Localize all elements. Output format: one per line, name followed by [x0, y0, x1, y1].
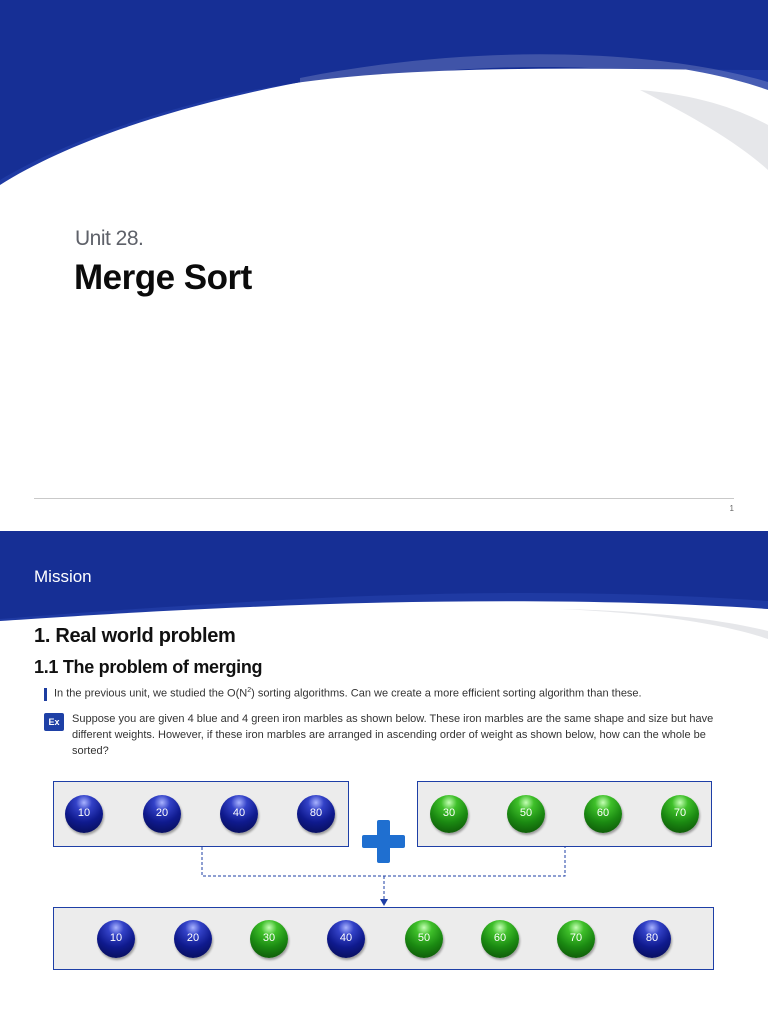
marble-weight: 40 — [232, 807, 246, 819]
marble-weight: 70 — [673, 807, 687, 819]
marble-weight: 60 — [493, 932, 507, 944]
bullet-bar-icon — [44, 688, 47, 701]
marble-weight: 60 — [596, 807, 610, 819]
marble-weight: 80 — [309, 807, 323, 819]
marble-weight: 20 — [155, 807, 169, 819]
mission-slide — [0, 531, 768, 1024]
green-marble — [250, 920, 288, 958]
marble-weight: 10 — [77, 807, 91, 819]
green-marble — [507, 795, 545, 833]
intro-superscript: 2 — [247, 687, 252, 694]
footer-divider — [34, 498, 734, 499]
intro-text-after: ) sorting algorithms. Can we create a more efficient sorting algorithm than these. — [251, 687, 642, 700]
green-marble — [557, 920, 595, 958]
marble-weight: 40 — [339, 932, 353, 944]
blue-marble — [143, 795, 181, 833]
header-title: Mission — [34, 567, 92, 586]
example-text: Suppose you are given 4 blue and 4 green iron marbles as shown below. These iron marbles are the same shape and size but have different weights. However, if these iron marbles are arranged in ascending order of weight as shown below, how can the whole be sorted? — [72, 713, 714, 757]
intro-paragraph — [54, 687, 642, 700]
merged-marbles-box — [53, 907, 714, 970]
page-number: 1 — [729, 504, 734, 513]
blue-marbles-box — [53, 781, 349, 847]
blue-marble — [297, 795, 335, 833]
marble-weight: 50 — [417, 932, 431, 944]
marble-weight: 30 — [442, 807, 456, 819]
green-marbles-box — [417, 781, 712, 847]
page-title: Merge Sort — [74, 258, 252, 297]
blue-marble — [633, 920, 671, 958]
marble-weight: 10 — [109, 932, 123, 944]
blue-marble — [65, 795, 103, 833]
section-heading: 1. Real world problem — [34, 625, 236, 647]
green-marble — [405, 920, 443, 958]
green-marble — [661, 795, 699, 833]
marble-weight: 80 — [645, 932, 659, 944]
marble-weight: 70 — [569, 932, 583, 944]
intro-text-before: In the previous unit, we studied the O(N — [54, 687, 248, 700]
unit-label: Unit 28. — [75, 227, 144, 250]
blue-marble — [174, 920, 212, 958]
sub-heading: 1.1 The problem of merging — [34, 657, 263, 677]
green-marble — [430, 795, 468, 833]
marble-weight: 20 — [186, 932, 200, 944]
marble-weight: 50 — [519, 807, 533, 819]
example-badge: Ex — [44, 713, 64, 731]
blue-marble — [220, 795, 258, 833]
green-marble — [481, 920, 519, 958]
marble-weight: 30 — [262, 932, 276, 944]
blue-marble — [97, 920, 135, 958]
green-marble — [584, 795, 622, 833]
blue-marble — [327, 920, 365, 958]
